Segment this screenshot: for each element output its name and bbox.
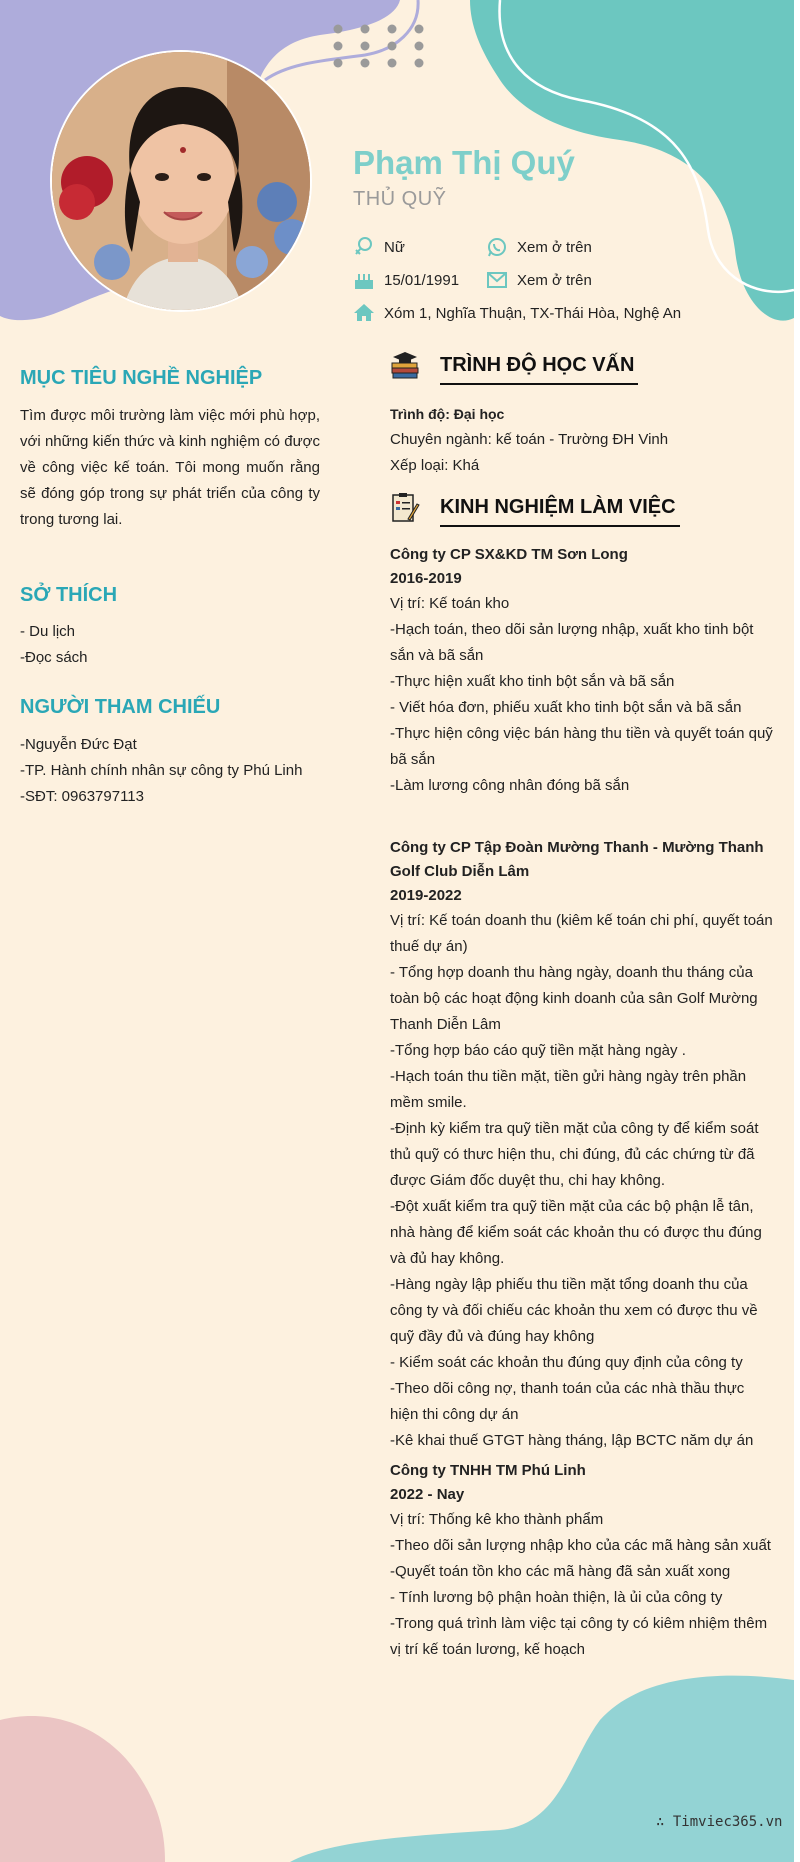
brand-logo-icon: ∴: [656, 1814, 665, 1830]
job-period: 2022 - Nay: [390, 1486, 465, 1503]
education-level: Trình độ: Đại học: [390, 406, 505, 422]
hobby-item: -Đọc sách: [20, 649, 88, 666]
job-line: -Hạch toán, theo dõi sản lượng nhập, xuất kho tinh bột sắn và bã sắn: [390, 621, 754, 664]
job-company: Công ty CP Tập Đoàn Mường Thanh - Mường Thanh Golf Club Diễn Lâm: [390, 839, 764, 880]
references-list: [20, 732, 302, 810]
graduation-books-icon: [390, 350, 420, 382]
job-period: 2016-2019: [390, 570, 462, 587]
job-entry: [390, 543, 775, 799]
job-line: - Kiểm soát các khoản thu đúng quy định của công ty: [390, 1354, 743, 1371]
birthday-cake-icon: [353, 269, 375, 291]
avatar: [50, 50, 312, 312]
objective-text: Tìm được môi trường làm việc mới phù hợp, với những kiến thức và kinh nghiệm có được về công việc kế toán. Tôi mong muốn rằng sẽ đóng góp trong sự phát triển của công ty trong tương lai.: [20, 407, 320, 528]
job-period: 2019-2022: [390, 887, 462, 904]
brand-watermark: [656, 1814, 782, 1830]
hobby-item: - Du lịch: [20, 623, 76, 640]
job-line: -Theo dõi sản lượng nhập kho của các mã hàng sản xuất: [390, 1537, 771, 1554]
email-value: Xem ở trên: [517, 272, 592, 289]
experience-clipboard-icon: [390, 492, 420, 524]
job-entry: [390, 836, 775, 1454]
gender-value: Nữ: [384, 239, 405, 256]
job-line: -Thực hiện công việc bán hàng thu tiền và quyết toán quỹ bã sắn: [390, 725, 773, 768]
experience-heading: KINH NGHIỆM LÀM VIỆC: [440, 496, 680, 527]
dob-value: 15/01/1991: [384, 272, 460, 289]
job-title: THỦ QUỸ: [353, 188, 447, 210]
hobbies-heading: SỞ THÍCH: [20, 584, 118, 606]
job-line: - Tổng hợp doanh thu hàng ngày, doanh thu tháng của toàn bộ các hoạt động kinh doanh của sân Golf Mường Thanh Diễn Lâm: [390, 964, 758, 1033]
job-line: Vị trí: Kế toán doanh thu (kiêm kế toán chi phí, quyết toán thuế dự án): [390, 912, 773, 955]
job-line: -Tổng hợp báo cáo quỹ tiền mặt hàng ngày .: [390, 1042, 686, 1059]
job-entry: [390, 1459, 775, 1663]
job-line: -Làm lương công nhân đóng bã sắn: [390, 777, 630, 794]
phone-icon: [486, 236, 508, 258]
job-line: - Tính lương bộ phận hoàn thiện, là ủi của công ty: [390, 1589, 723, 1606]
home-icon: [353, 302, 375, 324]
job-line: -Quyết toán tồn kho các mã hàng đã sản xuất xong: [390, 1563, 731, 1580]
job-line: Vị trí: Thống kê kho thành phẩm: [390, 1511, 604, 1528]
job-line: -Theo dõi công nợ, thanh toán của các nhà thầu thực hiện thi công dự án: [390, 1380, 745, 1423]
job-line: -Đột xuất kiểm tra quỹ tiền mặt của các bộ phận lễ tân, nhà hàng để kiểm soát các khoản thu có được thu đúng và đủ hay không.: [390, 1198, 762, 1267]
objective-heading: MỤC TIÊU NGHỀ NGHIỆP: [20, 367, 263, 389]
education-details: [390, 401, 775, 479]
reference-item: -SĐT: 0963797113: [20, 788, 144, 805]
job-line: -Thực hiện xuất kho tinh bột sắn và bã sắn: [390, 673, 675, 690]
reference-item: -Nguyễn Đức Đạt: [20, 736, 137, 753]
job-line: -Định kỳ kiểm tra quỹ tiền mặt của công ty để kiểm soát thủ quỹ có thưc hiện thu, chi đúng, đủ các chứng từ đã được Giám đốc duyệt thu, chi hay không.: [390, 1120, 759, 1189]
reference-item: -TP. Hành chính nhân sự công ty Phú Linh: [20, 762, 303, 779]
references-heading: NGƯỜI THAM CHIẾU: [20, 696, 221, 718]
job-line: -Hạch toán thu tiền mặt, tiền gửi hàng ngày trên phần mềm smile.: [390, 1068, 747, 1111]
job-company: Công ty TNHH TM Phú Linh: [390, 1462, 586, 1479]
gender-icon: [353, 236, 375, 258]
phone-value: Xem ở trên: [517, 239, 592, 256]
job-company: Công ty CP SX&KD TM Sơn Long: [390, 546, 628, 563]
candidate-name: Phạm Thị Quý: [353, 144, 575, 181]
job-line: Vị trí: Kế toán kho: [390, 595, 510, 612]
address-value: Xóm 1, Nghĩa Thuận, TX-Thái Hòa, Nghệ An: [384, 305, 682, 322]
avatar-illustration: [52, 52, 312, 312]
job-line: -Kê khai thuế GTGT hàng tháng, lập BCTC năm dự án: [390, 1432, 754, 1449]
education-grade: Xếp loại: Khá: [390, 457, 480, 474]
education-heading: TRÌNH ĐỘ HỌC VẤN: [440, 354, 638, 385]
education-major: Chuyên ngành: kế toán - Trường ĐH Vinh: [390, 431, 669, 448]
job-line: - Viết hóa đơn, phiếu xuất kho tinh bột sắn và bã sắn: [390, 699, 742, 716]
envelope-icon: [486, 269, 508, 291]
brand-name: Timviec365.vn: [672, 1814, 783, 1830]
job-line: -Trong quá trình làm việc tại công ty có kiêm nhiệm thêm vị trí kế toán lương, kế hoạch: [390, 1615, 768, 1658]
job-line: -Hàng ngày lập phiếu thu tiền mặt tổng doanh thu của công ty và đối chiếu các khoản thu xem có được thu về quỹ đầy đủ và đúng hay không: [390, 1276, 758, 1345]
hobbies-list: [20, 619, 88, 671]
